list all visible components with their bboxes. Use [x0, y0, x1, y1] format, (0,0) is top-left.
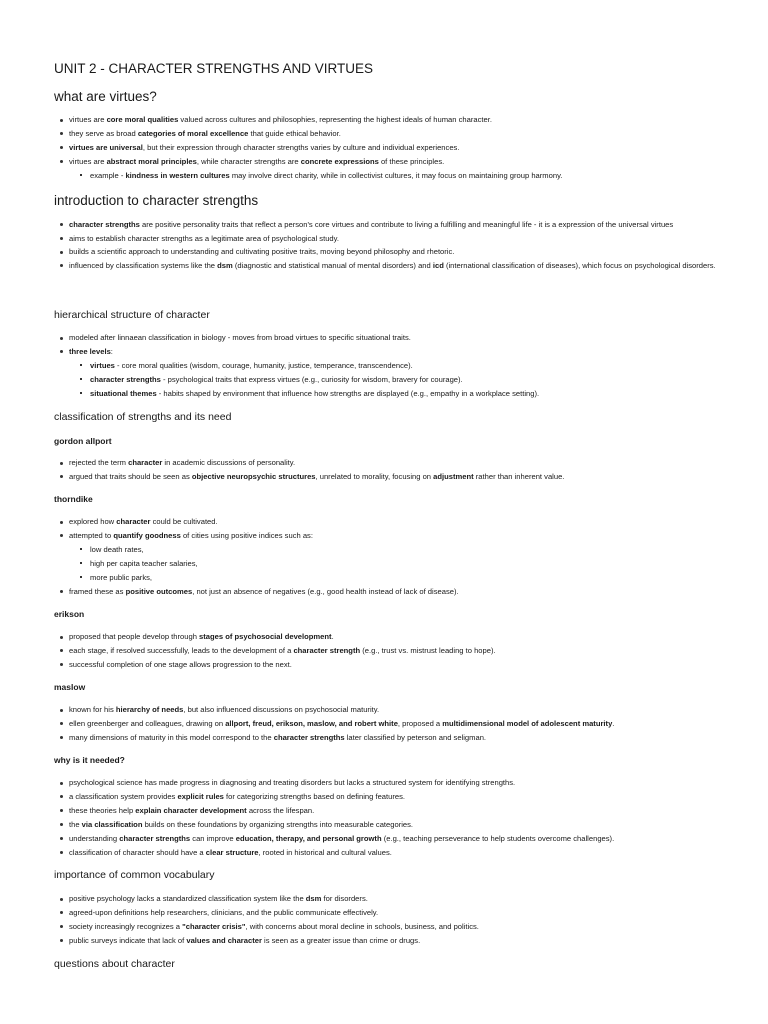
list-virtues: [54, 113, 744, 183]
item-text: known for his: [69, 705, 116, 714]
bold-term: multidimensional model of adolescent maturity: [442, 718, 613, 728]
item-text: that guide ethical behavior.: [248, 128, 341, 138]
list-item: [54, 790, 744, 804]
list-item: [54, 456, 744, 470]
bold-term: dsm: [217, 261, 233, 271]
item-text: builds a scientific approach to understanding and cultivating positive traits, moving beyond philosophy and rhetoric.: [69, 247, 455, 257]
item-text: for disorders.: [321, 894, 368, 903]
item-text: , proposed a: [397, 718, 443, 728]
bold-term: objective neuropsychic structures: [191, 471, 316, 481]
heading-vocab: importance of common vocabulary: [54, 869, 215, 881]
item-text: , unrelated to morality, focusing on: [315, 471, 434, 481]
list-item: [54, 832, 744, 846]
list-item: [54, 141, 744, 155]
item-text: across the lifespan.: [246, 805, 315, 815]
item-text: rejected the term: [69, 458, 129, 467]
bold-term: concrete expressions: [300, 156, 379, 166]
item-text: (e.g., trust vs. mistrust leading to hope).: [360, 645, 496, 655]
item-text: the: [69, 819, 82, 829]
item-text: later classified by peterson and seligman.: [344, 732, 487, 742]
list-item: [54, 804, 744, 818]
item-text: - psychological traits that express virtues (e.g., curiosity for wisdom, bravery for courage).: [160, 374, 463, 384]
item-text: of cities using positive indices such as:: [180, 530, 313, 540]
list-item: [54, 232, 744, 246]
item-text: influenced by classification systems like the: [69, 261, 218, 271]
bold-term: three levels: [69, 346, 111, 356]
item-text: successful completion of one stage allows progression to the next.: [69, 659, 292, 669]
list-item: [54, 515, 744, 529]
item-text: may involve direct charity, while in collectivist cultures, it may focus on maintaining group harmony.: [229, 170, 563, 180]
item-text: argued that traits should be seen as: [69, 471, 192, 481]
list-item: [54, 818, 744, 832]
list-item: [54, 331, 744, 345]
item-text: (international classification of diseases), which focus on psychological disorders.: [443, 261, 716, 271]
list-item: [54, 703, 744, 717]
heading-thorndike: thorndike: [54, 494, 93, 504]
bold-term: character strengths: [69, 220, 140, 229]
bold-term: explain character development: [135, 805, 247, 815]
bold-term: values and character: [186, 935, 262, 945]
item-text: in academic discussions of personality.: [162, 458, 296, 467]
item-text: , but also influenced discussions on psychosocial maturity.: [183, 705, 380, 714]
list-item: [54, 259, 744, 273]
bold-term: character strengths: [119, 833, 191, 843]
heading-virtues: what are virtues?: [54, 89, 157, 104]
bold-term: character strengths: [273, 732, 345, 742]
item-text: - core moral qualities (wisdom, courage, humanity, justice, temperance, transcendence).: [114, 360, 413, 370]
list-item: [54, 934, 744, 948]
document-title: UNIT 2 - CHARACTER STRENGTHS AND VIRTUES: [54, 61, 374, 76]
list-item: [54, 906, 744, 920]
list-allport: [54, 456, 744, 484]
item-text: example -: [90, 170, 126, 180]
list-item: [54, 373, 744, 387]
item-text: of these principles.: [378, 156, 445, 166]
bold-term: education, therapy, and personal growth: [235, 833, 382, 843]
bold-term: core moral qualities: [106, 115, 179, 124]
list-item: [54, 892, 744, 906]
list-item: [54, 731, 744, 745]
list-item: [54, 846, 744, 860]
bold-term: situational themes: [90, 388, 157, 398]
list-item: [54, 359, 744, 373]
heading-hierarchy: hierarchical structure of character: [54, 309, 210, 321]
list-hierarchy: [54, 331, 744, 401]
list-item: [54, 776, 744, 790]
item-text: virtues are: [69, 115, 107, 124]
item-text: (diagnostic and statistical manual of mental disorders) and: [232, 261, 433, 271]
list-item: [54, 543, 744, 557]
item-text: each stage, if resolved successfully, leads to the development of a: [69, 645, 294, 655]
bold-term: "character crisis": [182, 921, 246, 931]
item-text: aims to establish character strengths as a legitimate area of psychological study.: [69, 233, 339, 243]
bold-term: character strengths: [90, 374, 161, 384]
list-item: [54, 113, 744, 127]
heading-intro: introduction to character strengths: [54, 193, 259, 208]
item-text: many dimensions of maturity in this model correspond to the: [69, 732, 274, 742]
list-item: [54, 644, 744, 658]
heading-erikson: erikson: [54, 609, 85, 619]
list-item: [54, 658, 744, 672]
item-text: attempted to: [69, 530, 114, 540]
item-text: understanding: [69, 833, 120, 843]
item-text: these theories help: [69, 805, 136, 815]
list-vocab: [54, 892, 744, 948]
item-text: proposed that people develop through: [69, 632, 200, 641]
bold-term: adjustment: [433, 471, 474, 481]
item-text: more public parks,: [90, 572, 153, 582]
item-text: .: [331, 632, 334, 641]
bold-term: stages of psychosocial development: [199, 632, 332, 641]
list-item: [54, 585, 744, 599]
item-text: :: [110, 346, 113, 356]
item-text: low death rates,: [90, 544, 144, 554]
bold-term: positive outcomes: [125, 586, 193, 596]
list-item: [54, 571, 744, 585]
heading-questions: questions about character: [54, 958, 175, 970]
list-thorndike: [54, 515, 744, 598]
list-item: [54, 245, 744, 259]
list-item: [54, 387, 744, 401]
item-text: valued across cultures and philosophies, representing the highest ideals of human character.: [178, 115, 492, 124]
list-item: [54, 557, 744, 571]
item-text: high per capita teacher salaries,: [90, 558, 198, 568]
item-text: , rooted in historical and cultural values.: [258, 847, 392, 857]
item-text: , not just an absence of negatives (e.g., good health instead of lack of disease).: [192, 586, 459, 596]
item-text: virtues are: [69, 156, 107, 166]
bold-term: abstract moral principles: [106, 156, 197, 166]
list-item: [54, 169, 744, 183]
bold-term: hierarchy of needs: [115, 705, 184, 714]
heading-classification: classification of strengths and its need: [54, 411, 232, 423]
list-item: [54, 218, 744, 232]
heading-allport: gordon allport: [54, 436, 112, 446]
list-item: [54, 470, 744, 484]
list-why: [54, 776, 744, 859]
item-text: modeled after linnaean classification in biology - moves from broad virtues to specific situational traits.: [69, 333, 411, 342]
bold-term: virtues are universal: [69, 142, 143, 152]
item-text: , while character strengths are: [196, 156, 301, 166]
bold-term: character: [128, 458, 163, 467]
heading-maslow: maslow: [54, 682, 86, 692]
item-text: is seen as a greater issue than crime or drugs.: [261, 935, 421, 945]
item-text: ellen greenberger and colleagues, drawing on: [69, 718, 226, 728]
bold-term: categories of moral excellence: [137, 128, 249, 138]
list-item: [54, 345, 744, 359]
item-text: for categorizing strengths based on defining features.: [223, 791, 406, 801]
item-text: agreed-upon definitions help researchers, clinicians, and the public communicate effectively.: [69, 907, 379, 917]
item-text: rather than inherent value.: [473, 471, 565, 481]
bold-term: explicit rules: [177, 791, 224, 801]
item-text: they serve as broad: [69, 128, 138, 138]
item-text: , with concerns about moral decline in schools, business, and politics.: [245, 921, 479, 931]
item-text: are positive personality traits that reflect a person's core virtues and contribute to living a fulfilling and meaningful life - it is a expression of the universal virtues: [139, 220, 674, 229]
item-text: builds on these foundations by organizing strengths into measurable categories.: [142, 819, 414, 829]
item-text: explored how: [69, 517, 117, 526]
bold-term: icd: [432, 261, 444, 271]
bold-term: character: [116, 517, 151, 526]
list-intro: [54, 218, 744, 273]
bold-term: character strength: [293, 645, 361, 655]
item-text: .: [612, 718, 615, 728]
item-text: positive psychology lacks a standardized classification system like the: [69, 894, 306, 903]
bold-term: kindness in western cultures: [125, 170, 230, 180]
item-text: , but their expression through character strengths varies by culture and individual experiences.: [142, 142, 460, 152]
bold-term: quantify goodness: [113, 530, 181, 540]
item-text: (e.g., teaching perseverance to help students overcome challenges).: [381, 833, 615, 843]
bold-term: virtues: [90, 360, 115, 370]
item-text: classification of character should have a: [69, 847, 206, 857]
list-item: [54, 155, 744, 169]
bold-term: dsm: [305, 894, 322, 903]
item-text: a classification system provides: [69, 791, 178, 801]
item-text: public surveys indicate that lack of: [69, 935, 187, 945]
bold-term: clear structure: [205, 847, 259, 857]
item-text: - habits shaped by environment that influence how strengths are displayed (e.g., empathy in a workplace setting).: [156, 388, 540, 398]
list-erikson: [54, 630, 744, 672]
item-text: can improve: [190, 833, 236, 843]
item-text: society increasingly recognizes a: [69, 921, 183, 931]
list-item: [54, 717, 744, 731]
list-maslow: [54, 703, 744, 745]
list-item: [54, 630, 744, 644]
bold-term: via classification: [81, 819, 143, 829]
list-item: [54, 127, 744, 141]
item-text: psychological science has made progress in diagnosing and treating disorders but lacks a structured system for identifying strengths.: [69, 778, 516, 787]
list-item: [54, 529, 744, 543]
item-text: framed these as: [69, 586, 126, 596]
heading-why: why is it needed?: [54, 755, 125, 765]
bold-term: allport, freud, erikson, maslow, and robert white: [225, 718, 398, 728]
item-text: could be cultivated.: [150, 517, 218, 526]
list-item: [54, 920, 744, 934]
